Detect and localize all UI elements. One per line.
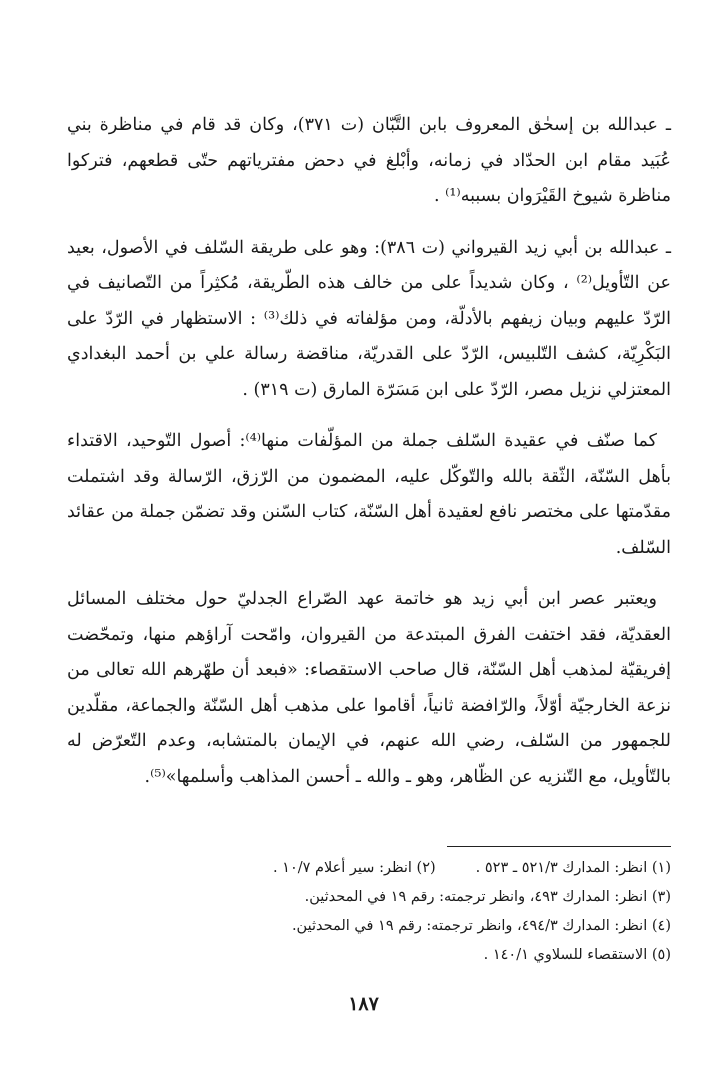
footnotes: [67, 854, 671, 970]
paragraph-ibn-tabban: ـ عبدالله بن إسحٰق المعروف بابن التَّبّان (ت ٣٧١)، وكان قد قام في مناظرة بني عُبَيد مقام ابن الحدّاد في زمانه، وأبْلغ في دحض مفترياتهم حتّى قطعهم، فتركوا مناظرة شيوخ القَيْرَوان بسببه⁽¹⁾ .: [67, 115, 671, 206]
footnote-5: (٥) الاستقصاء للسلاوي ١٤٠/١ .: [483, 947, 671, 963]
paragraph-salaf-works: كما صنّف في عقيدة السّلف جملة من المؤلّفات منها⁽⁴⁾: أصول التّوحيد، الاقتداء بأهل السّنّة، الثّقة بالله والتّوكّل عليه، المضمون من الرّزق، الرّسالة وقد اشتملت مقدّمتها على مختصر نافع لعقيدة أهل السّنّة، كتاب السّنن وقد تضمّن جملة من عقائد السّلف.: [67, 431, 671, 558]
footnote-row-1: [67, 854, 671, 883]
footnote-4: (٤) انظر: المدارك ٤٩٤/٣، وانظر ترجمته: رقم ١٩ في المحدثين.: [291, 918, 671, 934]
footnote-divider: [447, 846, 671, 847]
paragraph-era-summary: ويعتبر عصر ابن أبي زيد هو خاتمة عهد الصّراع الجدليّ حول مختلف المسائل العقديّة، فقد اختفت الفرق المبتدعة من القيروان، وامّحت آراؤهم منها، وتمحّضت إفريقيّة لمذهب أهل السّنّة، قال صاحب الاستقصاء: «فبعد أن طهّرهم الله تعالى من نزعة الخارجيّة أوّلاً، والرّافضة ثانياً، أقاموا على مذهب أهل السّنّة والجماعة، مقلّدين للجمهور من السّلف، رضي الله عنهم، في الإيمان بالمتشابه، وعدم التّعرّض له بالتّأويل، مع التّنزيه عن الظّاهر، وهو ـ والله ـ أحسن المذاهب وأسلمها»⁽⁵⁾.: [67, 589, 671, 787]
footnote-3: (٣) انظر: المدارك ٤٩٣، وانظر ترجمته: رقم ١٩ في المحدثين.: [304, 889, 671, 905]
main-text: [67, 108, 671, 795]
page-number: ١٨٧: [348, 993, 379, 1015]
paragraph-ibn-abi-zayd: ـ عبدالله بن أبي زيد القيرواني (ت ٣٨٦): وهو على طريقة السّلف في الأصول، بعيد عن التّأويل⁽²⁾ ، وكان شديداً على من خالف هذه الطّريقة، مُكثِراً من التّصانيف في الرّدّ عليهم وبيان زيفهم بالأدلّة، ومن مؤلفاته في ذلك⁽³⁾ : الاستظهار في الرّدّ على البَكْرِيّة، كشف التّلبيس، الرّدّ على القدريّة، مناقضة رسالة علي بن أحمد البغدادي المعتزلي نزيل مصر، الرّدّ على ابن مَسَرّة المارق (ت ٣١٩) .: [67, 237, 671, 400]
footnote-1: (١) انظر: المدارك ٥٢١/٣ ـ ٥٢٣ .: [475, 860, 671, 876]
footnote-2: (٢) انظر: سير أعلام ١٠/٧ .: [272, 860, 436, 876]
